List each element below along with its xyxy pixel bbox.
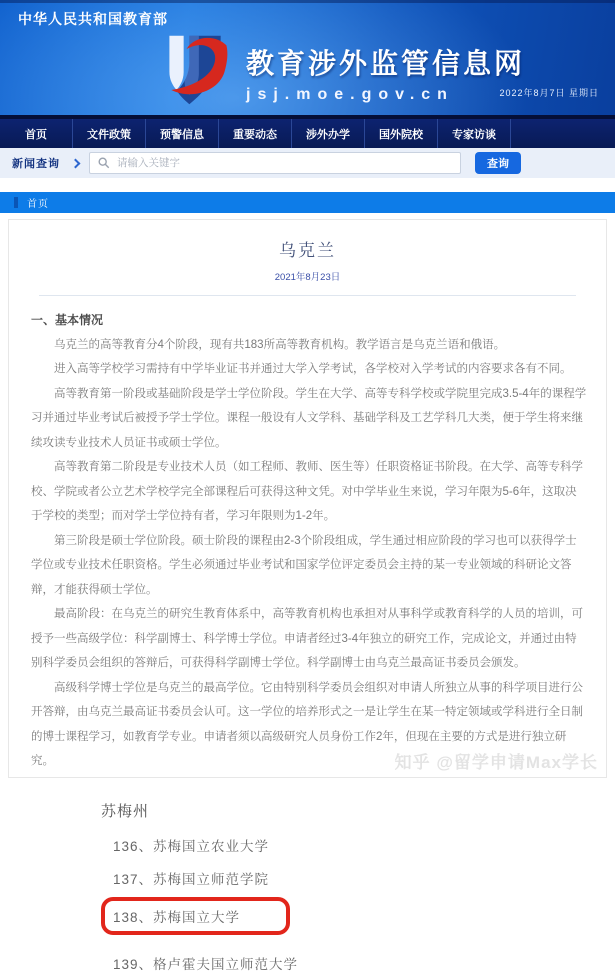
list-item-highlighted <box>101 901 606 940</box>
paragraph: 进入高等学校学习需持有中学毕业证书并通过大学入学考试，各学校对入学考试的内容要求各有不同。 <box>54 363 572 375</box>
region-heading: 苏梅州 <box>101 802 150 820</box>
search-label: 新闻查询 <box>12 158 60 170</box>
site-url: jsj.moe.gov.cn <box>246 86 454 103</box>
news-search-bar <box>0 148 615 178</box>
site-title: 教育涉外监管信息网 <box>246 48 526 79</box>
nav-item-news[interactable]: 重要动态 <box>219 119 292 148</box>
nav-item-expert-interviews[interactable]: 专家访谈 <box>438 119 511 148</box>
paragraph: 最高阶段：在乌克兰的研究生教育体系中，高等教育机构也承担对从事科学或教育科学的人员的培训，可授予一些高级学位：科学副博士、科学博士学位。申请者经过3-4年独立的研究工作，完成论文，并通过由特别科学委员会组织的答辩后，可获得科学副博士学位。科学副博士由乌克兰最高证书委员会颁发。 <box>31 608 583 669</box>
nav-filler <box>511 119 615 148</box>
article-card <box>8 219 607 972</box>
chevron-right-icon <box>71 158 81 168</box>
zhihu-watermark: 知乎 @留学申请Max学长 <box>394 753 598 772</box>
section-heading: 一、基本情况 <box>31 313 104 327</box>
breadcrumb-home-link[interactable]: 首页 <box>27 199 49 210</box>
shield-logo-icon <box>158 30 234 110</box>
list-item: 139、格卢霍夫国立师范大学 <box>113 956 299 972</box>
search-icon <box>97 156 111 170</box>
paragraph: 高级科学博士学位是乌克兰的最高学位。它由特别科学委员会组织对申请人所独立从事的科学项目进行公开答辩，由乌克兰最高证书委员会认可。这一学位的培养形式之一是让学生在某一特定领域或学科进行全日制的博士课程学习，如教育学专业。申请者须以高级研究人员身份工作2年，但现在主要的方式是进行独立研究。 <box>31 681 583 767</box>
paragraph: 第三阶段是硕士学位阶段。硕士阶段的课程由2-3个阶段组成，学生通过相应阶段的学习也可以获得学士学位或专业技术任职资格。学生必须通过毕业考试和国家学位评定委员会主持的某一专业领域的科研论文答辩，才能获得硕士学位。 <box>31 534 577 596</box>
list-item: 137、苏梅国立师范学院 <box>113 871 270 887</box>
header-date: 2022年8月7日 星期日 <box>499 88 599 98</box>
nav-item-home[interactable]: 首页 <box>0 119 73 148</box>
breadcrumb-marker-icon <box>14 197 18 208</box>
red-highlight-box: 138、苏梅国立大学 <box>101 897 290 935</box>
article-date: 2021年8月23日 <box>274 272 341 283</box>
list-item: 136、苏梅国立农业大学 <box>113 838 270 854</box>
site-logo[interactable] <box>158 30 525 110</box>
nav-item-policies[interactable]: 文件政策 <box>73 119 146 148</box>
main-nav <box>0 115 615 148</box>
breadcrumb <box>0 192 615 213</box>
search-box[interactable] <box>89 152 461 174</box>
site-header <box>0 0 615 115</box>
paragraph: 高等教育第一阶段或基础阶段是学士学位阶段。学生在大学、高等专科学校或学院里完成3.5-4年的课程学习并通过毕业考试后被授予学士学位。课程一般设有人文学科、基础学科及工艺学科几大类，便于学生将来继续攻读专业技术人员证书或硕士学位。 <box>31 387 587 449</box>
paragraph: 乌克兰的高等教育分4个阶段，现有共183所高等教育机构。教学语言是乌克兰语和俄语。 <box>54 338 506 351</box>
nav-item-warnings[interactable]: 预警信息 <box>146 119 219 148</box>
spacer <box>0 178 615 192</box>
university-list <box>9 800 606 973</box>
search-button[interactable]: 查询 <box>475 152 521 174</box>
article-body <box>9 296 606 774</box>
page-title: 乌克兰 <box>279 241 336 260</box>
nav-item-foreign-schooling[interactable]: 涉外办学 <box>292 119 365 148</box>
nav-item-foreign-universities[interactable]: 国外院校 <box>365 119 438 148</box>
paragraph: 高等教育第二阶段是专业技术人员（如工程师、教师、医生等）任职资格证书阶段。在大学、高等专科学校、学院或者公立艺术学校学完全部课程后可获得这种文凭。对中学毕业生来说，学习年限为5-6年，这取决于学校的类型；而对学士学位持有者，学习年限则为1-2年。 <box>31 461 583 522</box>
search-input[interactable] <box>117 157 453 169</box>
ministry-label: 中华人民共和国教育部 <box>18 11 168 27</box>
